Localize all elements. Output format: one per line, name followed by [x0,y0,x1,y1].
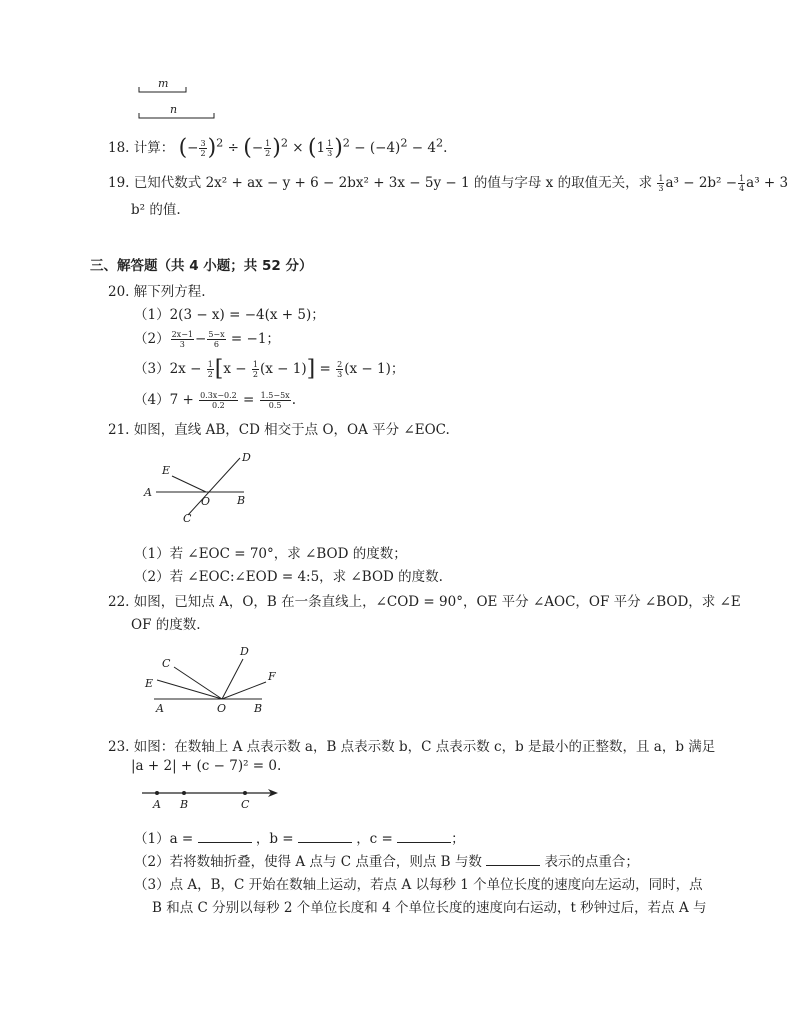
q19-line2: b² 的值. [131,202,181,218]
q22-line2: OF 的度数. [131,617,201,633]
question-20 [108,280,206,300]
q23-part3-line2: B 和点 C 分别以每秒 2 个单位长度和 4 个单位长度的速度向右运动，t 秒钟过后，若点 A 与 [152,900,707,916]
q21-number: 21. [108,422,130,438]
q23-part1: （1）a = ，b = ，c = ； [134,831,465,847]
q20-part3: （3）2x − $\frac{1}{2}$ [x − $\frac{1}{2}$ (x − 1)] = $\frac{2}{3}$ (x − 1)； [134,356,405,382]
q22-label-d: D [240,645,249,658]
q23-label-b: B [180,798,189,811]
question-19: 19. 已知代数式 2x² + ax − y + 6 − 2bx² + 3x − 5y − 1 的值与字母 x 的取值无关，求 $\frac{1}{3}$ a³ − 2b² − $\frac{1}{4}$ a³ + 3 [108,174,789,193]
q23-label-a: A [153,798,161,811]
q20-number: 20. [108,284,130,300]
q19-number: 19. [108,175,130,191]
q21-text: 如图，直线 AB，CD 相交于点 O，OA 平分 ∠EOC. [133,422,450,438]
q19-line1-tail2: a³ + 3 [746,175,789,191]
q18-expression: (− $\frac{3}{2}$ )$^2$ ÷ (− $\frac{1}{2}$ )$^2$ × (1 $\frac{1}{3}$ )$^2 - (-4)^2 - 4^2$. [178,135,448,161]
q20-part1: （1）2(3 − x) = −4(x + 5)； [134,307,325,323]
q18-number: 18. [108,140,130,156]
q22-number: 22. [108,594,130,610]
q21-label-o: O [201,495,211,508]
blank-a [198,830,252,843]
label-n: n [170,103,178,116]
q23-line2: |a + 2| + (c − 7)² = 0. [131,758,282,774]
question-23 [108,735,715,755]
q20-intro: 解下列方程. [133,284,206,300]
label-m: m [158,78,169,90]
q22-label-e: E [145,677,154,690]
section-3-title: 三、解答题（共 4 小题；共 52 分） [90,258,313,274]
point-c [243,791,247,795]
ray-oc [174,667,222,699]
question-18 [108,136,447,160]
q22-label-o: O [217,702,227,715]
question-22 [108,590,741,610]
q18-prefix: 计算： [133,140,175,156]
q19-line1-tail: a³ − 2b² − [665,175,738,191]
ray-od [222,659,243,699]
q23-label-c: C [241,798,250,811]
question-21 [108,418,450,438]
q23-part3-line1: （3）点 A，B，C 开始在数轴上运动，若点 A 以每秒 1 个单位长度的速度向左运动，同时，点 [134,877,703,893]
q21-label-e: E [162,464,171,477]
q21-part1: （1）若 ∠EOC = 70°，求 ∠BOD 的度数； [134,546,407,562]
q22-label-f: F [268,670,276,683]
q21-label-a: A [144,486,152,499]
point-a [155,791,159,795]
q21-figure [140,448,270,528]
ray-oe [172,476,206,492]
q20-part2: （2） $\frac{2x-1}{3}$ − $\frac{5-x}{6}$ = −1； [134,330,280,349]
q23-part2: （2）若将数轴折叠，使得 A 点与 C 点重合，则点 B 与数 表示的点重合； [134,854,639,870]
ray-of [222,682,266,699]
point-b [182,791,186,795]
blank-fold [486,853,540,866]
q22-line1: 如图，已知点 A，O，B 在一条直线上，∠COD = 90°，OE 平分 ∠AOC，OF 平分 ∠BOD，求 ∠E [133,594,741,610]
line-cd [188,458,240,515]
q21-part2: （2）若 ∠EOC:∠EOD = 4:5，求 ∠BOD 的度数. [134,569,443,585]
q23-number-line [138,783,288,813]
q23-line1: 如图：在数轴上 A 点表示数 a，B 点表示数 b，C 点表示数 c，b 是最小的正整数，且 a，b 满足 [133,739,716,755]
q21-label-c: C [183,512,192,525]
q21-label-b: B [237,494,246,507]
q22-label-a: A [156,702,164,715]
ray-oe [157,680,222,699]
q20-part4: （4）7 + $\frac{0.3x-0.2}{0.2}$ = $\frac{1.5-5x}{0.5}$ . [134,391,296,410]
q21-label-d: D [242,451,251,464]
q19-line1: 已知代数式 2x² + ax − y + 6 − 2bx² + 3x − 5y − 1 的值与字母 x 的取值无关，求 [133,175,653,191]
q22-label-b: B [254,702,263,715]
q22-figure [140,642,290,718]
blank-b [298,830,352,843]
blank-c [397,830,451,843]
q23-number: 23. [108,739,130,755]
top-segment-figure [136,78,226,122]
q22-label-c: C [162,657,171,670]
